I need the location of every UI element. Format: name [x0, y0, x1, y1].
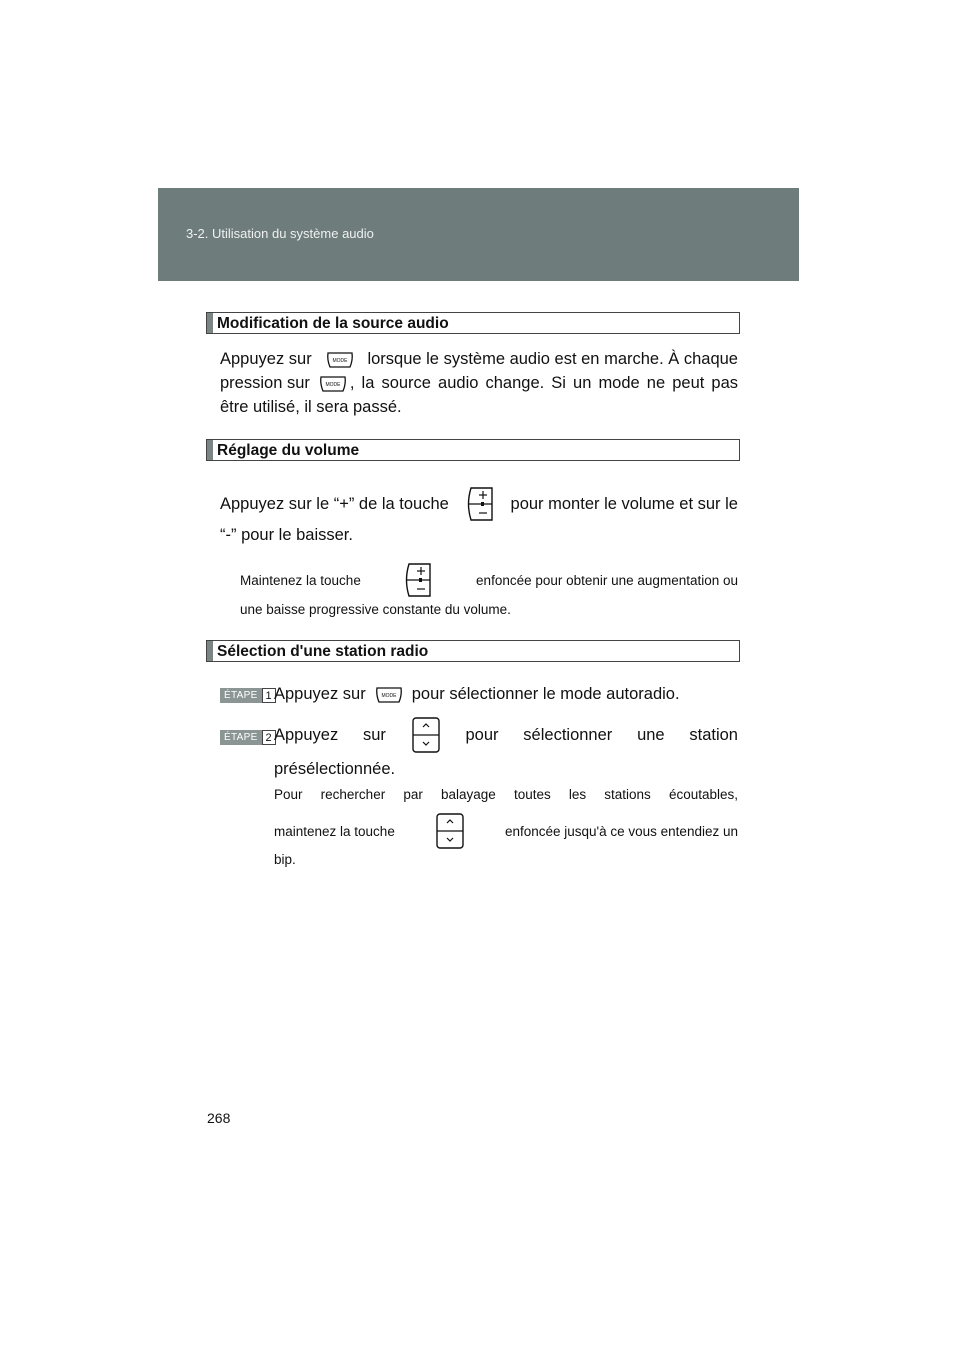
- step-2-text-line-1: Appuyez sur pour sélectionner une station: [274, 716, 738, 754]
- radio-note-line-2: maintenez la touche enfoncée jusqu'à ce vous entendiez un: [274, 812, 738, 850]
- volume-plus-minus-button-icon: [465, 486, 495, 522]
- svg-text:MODE: MODE: [332, 357, 348, 364]
- mode-paragraph-line-3: être utilisé, il sera passé.: [220, 398, 402, 416]
- mode-paragraph-line-1: Appuyez sur MODE lorsque le système audio est en marche. À chaque: [220, 350, 738, 368]
- step-2-text-line-2: présélectionnée.: [274, 760, 396, 778]
- svg-text:MODE: MODE: [381, 692, 397, 699]
- radio-note-line-1: Pour rechercher par balayage toutes les stations écoutables,: [274, 787, 738, 802]
- mode-button-icon: [374, 686, 404, 704]
- volume-paragraph-line-2: “-” pour le baisser.: [220, 526, 353, 544]
- svg-text:MODE: MODE: [325, 381, 341, 388]
- section-title-radio-station: Sélection d'une station radio: [206, 640, 740, 662]
- seek-up-down-button-icon: [435, 812, 465, 850]
- volume-paragraph-line-1: Appuyez sur le “+” de la touche pour monter le volume et sur le: [220, 486, 738, 522]
- volume-note-line-2: une baisse progressive constante du volume.: [240, 602, 511, 617]
- section-title-volume: Réglage du volume: [206, 439, 740, 461]
- volume-note-line-1: Maintenez la touche enfoncée pour obtenir une augmentation ou: [240, 562, 738, 598]
- page-number: 268: [207, 1110, 231, 1126]
- section-title-audio-source: Modification de la source audio: [206, 312, 740, 334]
- mode-button-icon: [325, 351, 355, 369]
- mode-paragraph-line-2: pression sur MODE , la source audio change. Si un mode ne peut pas: [220, 374, 738, 392]
- seek-up-down-button-icon: [411, 716, 441, 754]
- mode-button-icon: [318, 375, 348, 393]
- step-2-badge: ÉTAPE 2: [220, 730, 276, 745]
- step-1-text: Appuyez sur MODE pour sélectionner le mode autoradio.: [274, 685, 680, 703]
- step-1-badge: ÉTAPE 1: [220, 688, 276, 703]
- volume-plus-minus-button-icon: [403, 562, 433, 598]
- chapter-title: 3-2. Utilisation du système audio: [186, 226, 374, 241]
- chapter-header: [158, 188, 799, 281]
- radio-note-line-3: bip.: [274, 852, 296, 867]
